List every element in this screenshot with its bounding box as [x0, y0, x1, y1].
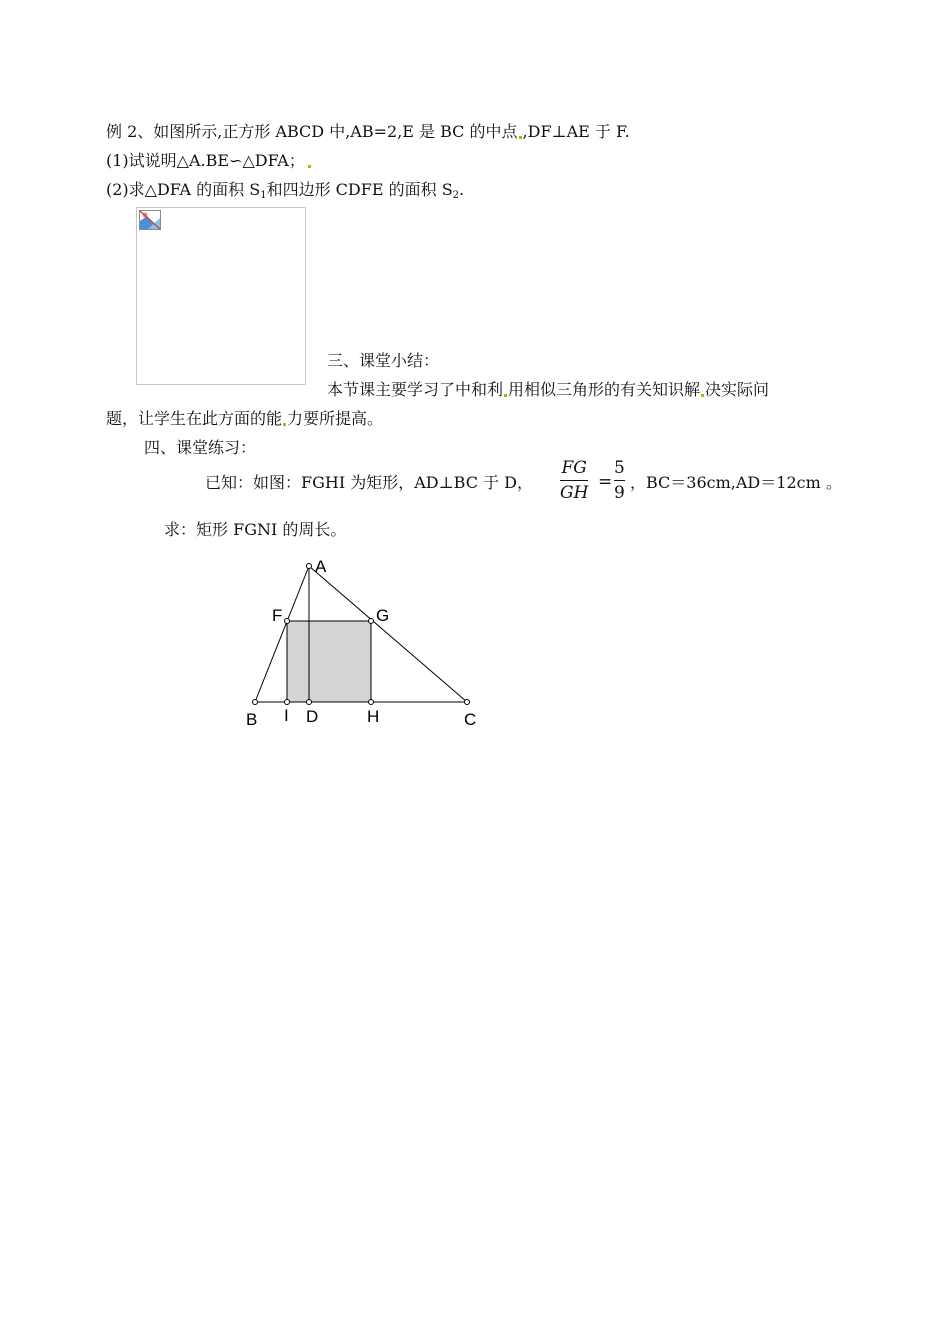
image-placeholder — [136, 207, 306, 385]
marker-dot — [519, 136, 522, 139]
summary-text-e: 力要所提高。 — [287, 409, 384, 428]
rectangle-fghi — [287, 621, 371, 702]
point-f — [285, 619, 290, 624]
point-d — [307, 700, 312, 705]
question-2-head: (2)求△DFA 的面积 S — [106, 180, 261, 199]
point-h — [369, 700, 374, 705]
summary-heading: 三、课堂小结： — [327, 351, 440, 370]
summary-text-c: 决实际问 — [705, 380, 770, 399]
marker-dot — [504, 394, 507, 397]
summary-body-line-1 — [327, 380, 769, 400]
point-c — [465, 700, 470, 705]
question-2 — [106, 180, 464, 200]
broken-image-icon — [139, 210, 161, 230]
summary-text-a: 本节课主要学习了中和利 — [327, 380, 504, 399]
point-g — [369, 619, 374, 624]
practice-heading: 四、课堂练习： — [144, 438, 257, 457]
fraction-bar — [614, 480, 625, 481]
question-ask: 求：矩形 FGNI 的周长。 — [164, 520, 347, 539]
label-c: C — [464, 710, 477, 729]
example-text-tail: DF⊥AE 于 F. — [527, 122, 630, 141]
label-d: D — [306, 707, 319, 726]
question-2-mid: 和四边形 CDFE 的面积 S — [266, 180, 453, 199]
label-b: B — [246, 710, 258, 729]
fraction-numerator: FG — [561, 458, 587, 478]
subscript-2: 2 — [452, 190, 460, 201]
label-i: I — [284, 706, 289, 725]
label-g: G — [376, 606, 390, 625]
triangle-figure — [240, 555, 500, 735]
example-line-1: 例 2、如图所示,正方形 ABCD 中,AB=2,E 是 BC 的中点 ,DF⊥AE 于 F. — [106, 122, 630, 141]
question-1 — [106, 151, 312, 171]
label-h: H — [367, 707, 380, 726]
fraction-fg-gh — [560, 458, 588, 503]
ratio-numerator: 5 — [614, 458, 625, 478]
point-b — [253, 700, 258, 705]
fraction-denominator: GH — [560, 483, 589, 503]
fraction-5-9 — [614, 458, 625, 503]
summary-body-line-2 — [106, 409, 383, 429]
marker-dot — [701, 394, 704, 397]
given-tail: ，BC＝36cm,AD＝12cm — [630, 473, 821, 492]
subscript-1: 1 — [260, 190, 267, 201]
point-a — [307, 564, 312, 569]
given-head: 已知：如图：FGHI 为矩形，AD⊥BC 于 D， — [205, 473, 533, 492]
question-2-tail: . — [459, 180, 465, 199]
fraction-bar — [560, 480, 588, 481]
point-i — [285, 700, 290, 705]
marker-dot — [283, 423, 286, 426]
label-f: F — [272, 606, 283, 625]
label-a: A — [315, 557, 327, 576]
summary-text-d: 题，让学生在此方面的能 — [106, 409, 283, 428]
marker-dot — [308, 165, 311, 168]
equals-sign: = — [598, 472, 613, 492]
example-text: 例 2、如图所示,正方形 ABCD 中,AB=2,E 是 BC 的中点 — [106, 122, 518, 141]
ratio-denominator: 9 — [614, 483, 625, 503]
given-end: 。 — [826, 473, 843, 492]
summary-text-b: 用相似三角形的有关知识解 — [508, 380, 701, 399]
question-1-text: (1)试说明△A.BE∽△DFA； — [106, 151, 305, 170]
